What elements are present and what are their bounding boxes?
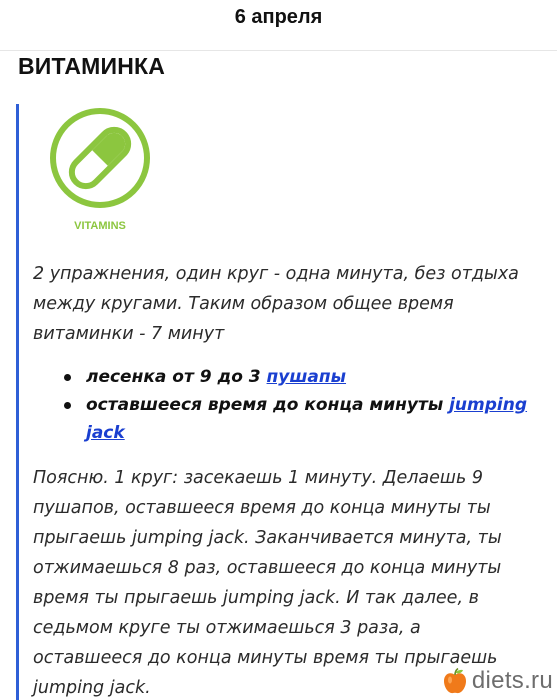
list-item (58, 363, 528, 391)
vitamins-logo (45, 108, 155, 234)
section-title: ВИТАМИНКА (18, 53, 166, 79)
pushups-link[interactable]: пушапы (266, 367, 347, 387)
date-label: 6 апреля (234, 6, 323, 28)
explanation-paragraph: Поясню. 1 круг: засекаешь 1 минуту. Делаешь 9 пушапов, оставшееся время до конца минуты ты прыгаешь jumping jack. Заканчивается минута, ты отжимаешься 8 раз, оставшееся до конца минуты время ты прыгаешь jumping jack. И так далее, в седьмом круге ты отжимаешься 3 раза, а оставшееся до конца минуты время ты прыгаешь jumping jack. (33, 468, 502, 698)
watermark-text: diets.ru (471, 667, 553, 694)
intro-paragraph: 2 упражнения, один круг - одна минута, без отдыха между кругами. Таким образом общее время витаминки - 7 минут (33, 264, 519, 344)
site-watermark (442, 666, 553, 696)
exercise-list (58, 363, 528, 447)
quote-accent-bar (16, 104, 19, 700)
date-header (0, 0, 557, 51)
apple-icon (442, 667, 468, 695)
pill-capsule-icon (45, 108, 155, 234)
list-item-text: лесенка от 9 до 3 (86, 367, 267, 387)
logo-caption: VITAMINS (74, 220, 126, 232)
list-item-text: оставшееся время до конца минуты (86, 395, 450, 415)
list-item (58, 391, 528, 447)
bullet-dot (64, 402, 71, 409)
jumping-jack-link[interactable]: jumping jack (86, 395, 528, 443)
bullet-dot (64, 374, 71, 381)
